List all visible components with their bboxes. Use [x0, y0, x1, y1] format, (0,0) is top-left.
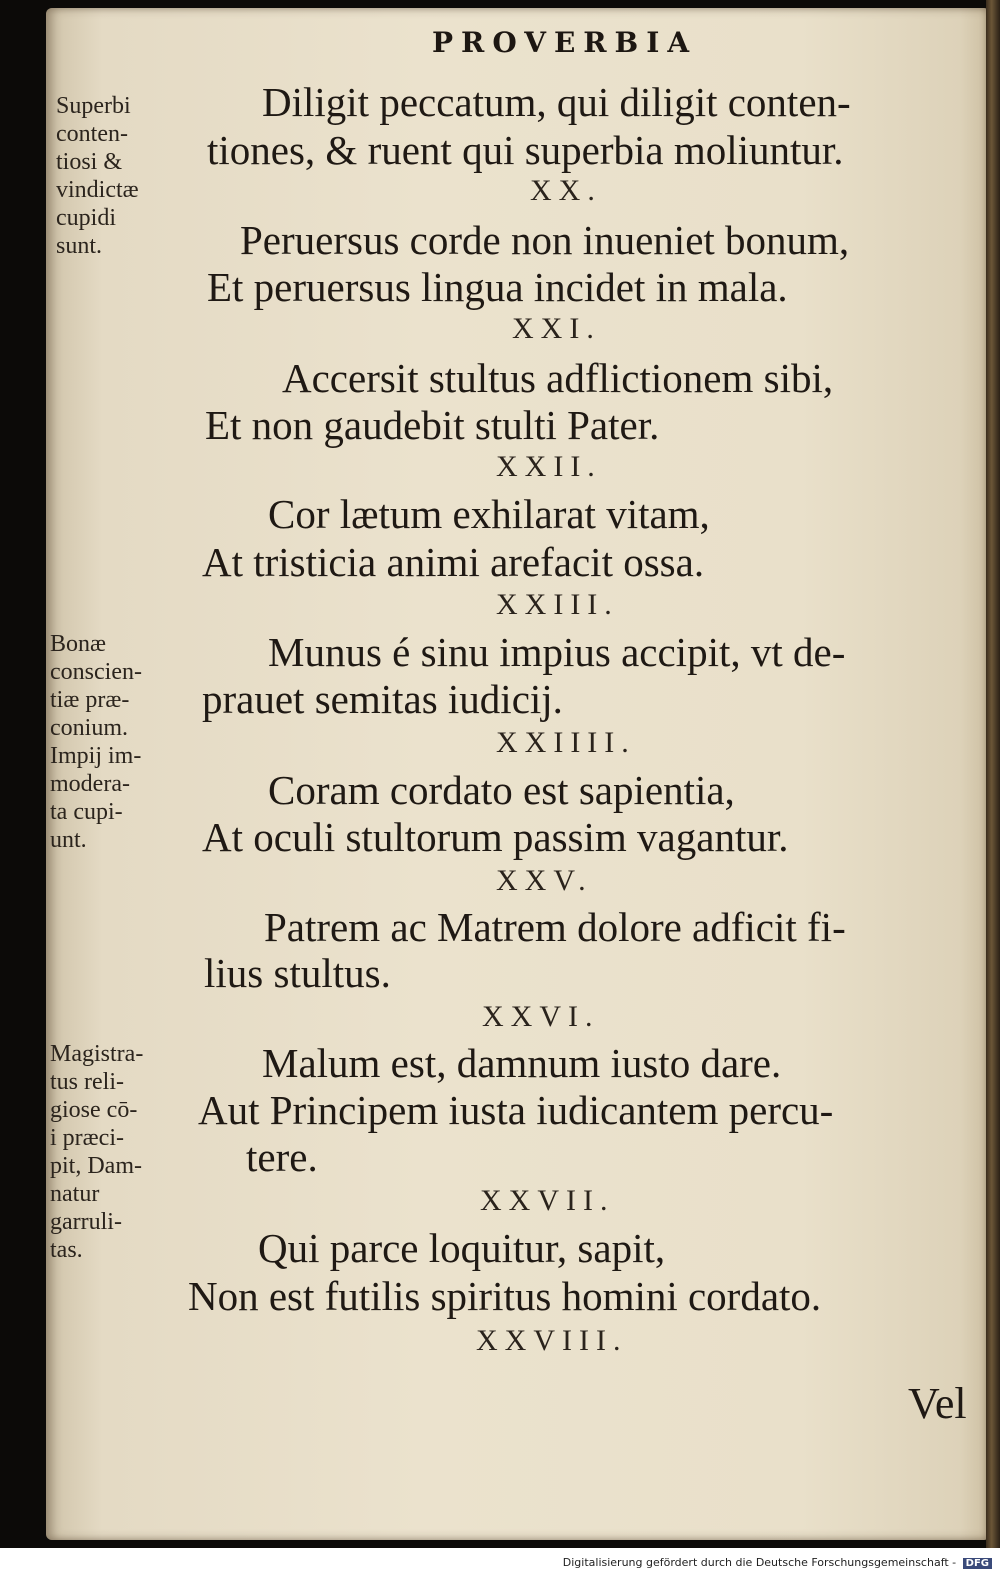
verse-line: Et non gaudebit stulti Pater. [205, 402, 660, 448]
verse-line: Non est futilis spiritus homini cordato. [188, 1273, 822, 1319]
gloss-line: i præci- [50, 1125, 124, 1151]
verse-line: Munus é sinu impius accipit, vt de- [268, 629, 846, 675]
verse-number: XXVI. [482, 1000, 600, 1033]
verse-number: XX. [530, 174, 602, 207]
footer-text: Digitalisierung gefördert durch die Deutsche Forschungsgemeinschaft - [562, 1556, 957, 1569]
running-header: PROVERBIA [432, 26, 698, 59]
gloss-line: vindictæ [56, 177, 139, 203]
gloss-line: conscien- [50, 659, 142, 685]
gloss-line: tus reli- [50, 1069, 124, 1095]
verse-number: XXVII. [480, 1184, 615, 1217]
verse-line: prauet semitas iudicij. [202, 676, 563, 722]
page-edge [986, 0, 1000, 1548]
verse-line: tiones, & ruent qui superbia moliuntur. [207, 127, 844, 173]
verse-line: Qui parce loquitur, sapit, [258, 1225, 666, 1271]
gloss-line: Bonæ [50, 631, 107, 657]
footer-credit [563, 1556, 992, 1569]
gloss-line: Superbi [56, 93, 131, 119]
gloss-line: ta cupi- [50, 799, 123, 825]
gloss-line: giose cō- [50, 1097, 138, 1123]
gloss-line: conten- [56, 121, 128, 147]
verse-number: XXI. [512, 312, 601, 345]
verse-line: Accersit stultus adflictionem sibi, [282, 355, 834, 401]
verse-line: Peruersus corde non inueniet bonum, [240, 217, 850, 263]
margin-gloss [50, 630, 142, 854]
verse-line: At tristicia animi arefacit ossa. [202, 539, 705, 585]
verse-number: XXV. [496, 864, 593, 897]
gloss-line: conium. [50, 715, 128, 741]
catchword: Vel [908, 1379, 967, 1428]
gloss-line: Magistra- [50, 1041, 144, 1067]
gloss-line: tiosi & [56, 149, 123, 175]
verse-line: Cor lætum exhilarat vitam, [268, 491, 710, 537]
verse-line: lius stultus. [204, 950, 391, 996]
gloss-line: natur [50, 1181, 100, 1207]
gloss-line: tiæ præ- [50, 687, 130, 713]
verse-line: Diligit peccatum, qui diligit conten- [262, 79, 851, 125]
verse-line: Et peruersus lingua incidet in mala. [207, 264, 788, 310]
gloss-line: tas. [50, 1237, 83, 1263]
verse-number: XXIII. [496, 588, 619, 621]
verse-line: Patrem ac Matrem dolore adficit fi- [264, 904, 846, 950]
margin-gloss [56, 92, 139, 260]
verse-line: At oculi stultorum passim vagantur. [202, 814, 789, 860]
gloss-line: garruli- [50, 1209, 122, 1235]
gloss-line: pit, Dam- [50, 1153, 142, 1179]
dfg-logo: DFG [963, 1558, 992, 1569]
gloss-line: Impij im- [50, 743, 142, 769]
verse-number: XXII. [496, 450, 602, 483]
book-page [46, 8, 988, 1540]
verse-line: Malum est, damnum iusto dare. [262, 1040, 782, 1086]
verse-line: Coram cordato est sapientia, [268, 767, 735, 813]
verse-line: Aut Principem iusta iudicantem percu- [198, 1087, 834, 1133]
gloss-line: sunt. [56, 233, 103, 259]
margin-gloss [50, 1040, 143, 1264]
gloss-line: modera- [50, 771, 130, 797]
verse-line: tere. [246, 1134, 318, 1180]
verse-number: XXVIII. [476, 1324, 628, 1357]
gloss-line: unt. [50, 827, 87, 853]
verse-number: XXIIII. [496, 726, 636, 759]
gloss-line: cupidi [56, 205, 116, 231]
